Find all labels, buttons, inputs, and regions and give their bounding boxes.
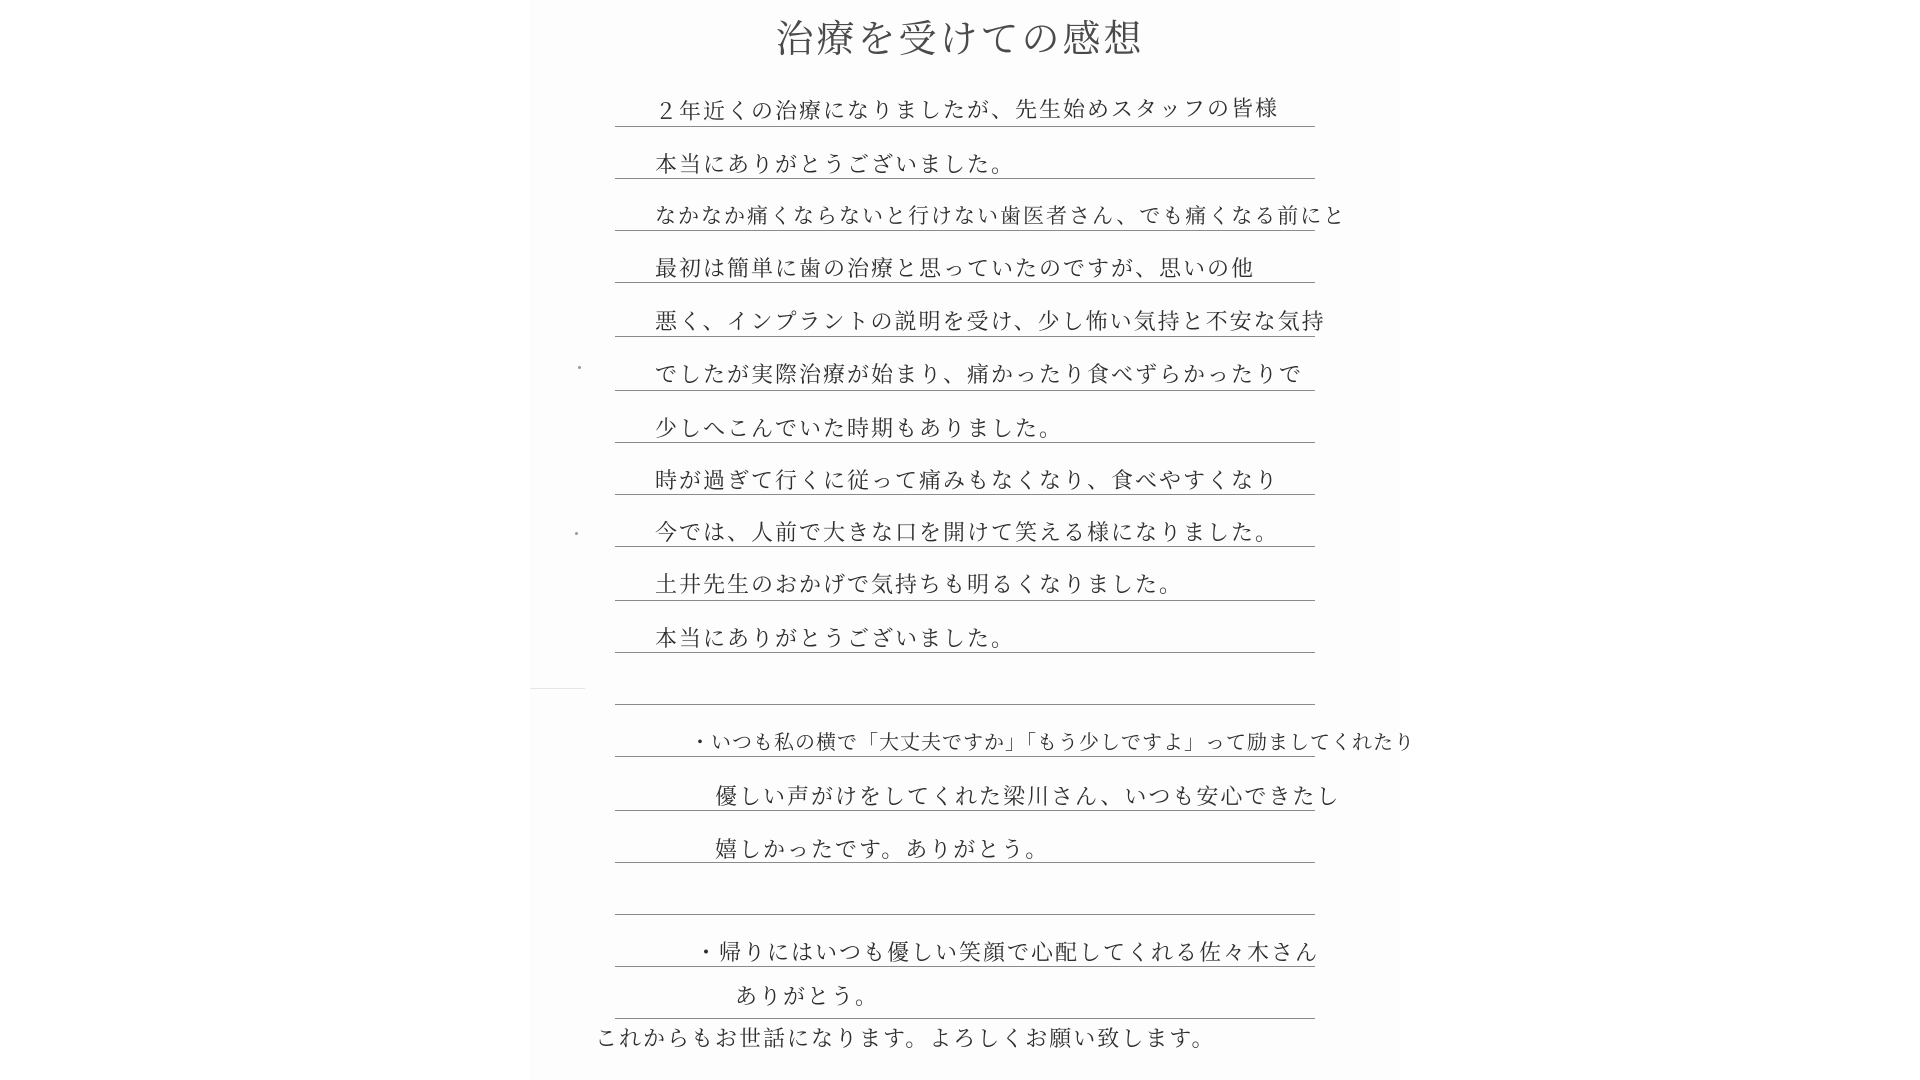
ruled-line [615, 756, 1315, 757]
ruled-line [615, 230, 1315, 231]
letter-line: 今では、人前で大きな口を開けて笑える様になりました。 [655, 521, 1280, 546]
letter-line: 嬉しかったです。ありがとう。 [715, 838, 1050, 863]
letter-line: ・帰りにはいつも優しい笑顔で心配してくれる佐々木さん [695, 941, 1320, 966]
scan-fleck [575, 532, 578, 535]
ruled-line [615, 336, 1315, 337]
scan-fleck [578, 366, 581, 369]
ruled-line [615, 126, 1315, 127]
letter-line: でしたが実際治療が始まり、痛かったり食べずらかったりで [655, 363, 1304, 388]
letter-line: 少しへこんでいた時期もありました。 [655, 417, 1064, 442]
letter-line: 最初は簡単に歯の治療と思っていたのですが、思いの他 [655, 257, 1256, 282]
letter-line: 土井先生のおかげで気持ちも明るくなりました。 [655, 573, 1184, 598]
letter-title: 治療を受けての感想 [775, 17, 1145, 61]
letter-line: なかなか痛くならないと行けない歯医者さん、でも痛くなる前にと [655, 204, 1347, 228]
letter-line: ありがとう。 [735, 985, 880, 1010]
closing-line: これからもお世話になります。よろしくお願い致します。 [595, 1027, 1216, 1052]
letter-line: 悪く、インプラントの説明を受け、少し怖い気持と不安な気持 [655, 310, 1326, 335]
letter-line: ・いつも私の横で「大丈夫ですか」「もう少しですよ」って励ましてくれたり [690, 730, 1415, 754]
letter-line: 優しい声がけをしてくれた梁川さん、いつも安心できたし [715, 785, 1341, 810]
ruled-line [615, 390, 1315, 391]
letter-line: 本当にありがとうございました。 [655, 627, 1016, 652]
letter-line: 時が過ぎて行くに従って痛みもなくなり、食べやすくなり [655, 469, 1280, 494]
ruled-line [615, 914, 1315, 915]
scan-edge [530, 688, 585, 689]
ruled-line [615, 1018, 1315, 1019]
ruled-line [615, 600, 1315, 601]
ruled-line [615, 704, 1315, 705]
letter-line: 本当にありがとうございました。 [655, 153, 1016, 178]
letter-line: ２年近くの治療になりましたが、先生始めスタッフの皆様 [654, 96, 1280, 126]
